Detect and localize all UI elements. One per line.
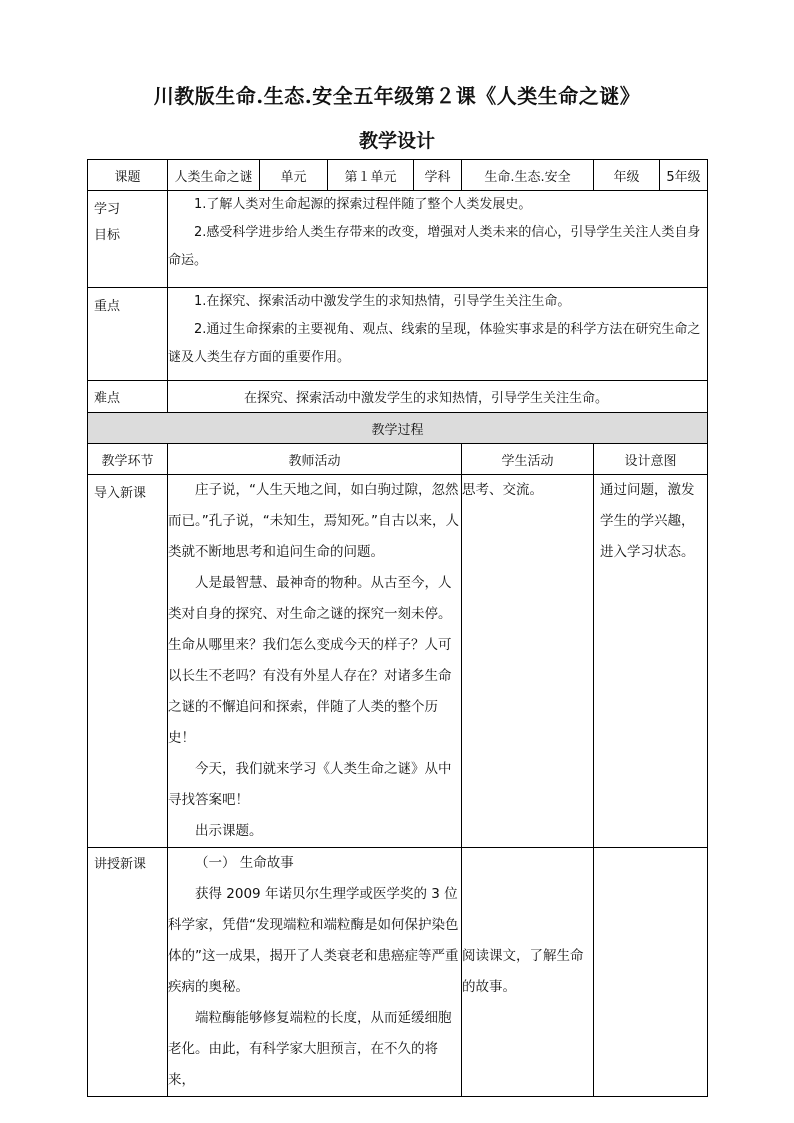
key-points-label-cell <box>88 288 168 381</box>
teacher-activity <box>168 848 462 1097</box>
key-points-row <box>88 288 708 381</box>
document-subtitle: 教学设计 <box>358 130 435 152</box>
grade-value: 5年级 <box>660 160 708 191</box>
goal-item: 2.感受科学进步给人类生存带来的改变，增强对人类未来的信心，引导学生关注人类自身命运。 <box>168 225 701 268</box>
teacher-paragraph: 端粒酶能够修复端粒的长度，从而延缓细胞老化。由此，有科学家大胆预言，在不久的将来， <box>168 1010 452 1088</box>
col-teacher: 教师活动 <box>168 444 462 475</box>
process-title: 教学过程 <box>88 413 708 444</box>
student-activity <box>462 475 594 848</box>
key-points-label: 重点 <box>94 299 121 314</box>
difficulty-text: 在探究、探索活动中激发学生的求知热情，引导学生关注生命。 <box>168 381 708 413</box>
topic-value: 人类生命之谜 <box>168 160 260 191</box>
stage-label: 导入新课 <box>94 486 147 501</box>
design-intent <box>594 848 708 1097</box>
stage-cell <box>88 475 168 848</box>
teacher-paragraph: 庄子说，“人生天地之间，如白驹过隙，忽然而已。”孔子说，“未知生，焉知死。”自古以来，人类就不断地思考和追问生命的问题。 <box>168 482 459 560</box>
teacher-paragraph: 人是最智慧、最神奇的物种。从古至今，人类对自身的探究、对生命之谜的探究一刻未停。生命从哪里来？我们怎么变成今天的样子？人可以长生不老吗？有没有外星人存在？对诸多生命之谜的不懈追问和探索，伴随了人类的整个历史！ <box>168 575 452 746</box>
student-activity <box>462 848 594 1097</box>
key-point-item: 1.在探究、探索活动中激发学生的求知热情，引导学生关注生命。 <box>194 294 571 309</box>
col-intent: 设计意图 <box>594 444 708 475</box>
teacher-paragraph: 获得 2009 年诺贝尔生理学或医学奖的 3 位科学家，凭借“发现端粒和端粒酶是如何保护染色体的”这一成果，揭开了人类衰老和患癌症等严重疾病的奥秘。 <box>168 886 459 995</box>
subject-value: 生命.生态.安全 <box>462 160 594 191</box>
goals-row <box>88 191 708 288</box>
document-title: 川教版生命.生态.安全五年级第２课《人类生命之谜》 <box>153 84 641 108</box>
table-row <box>88 475 708 848</box>
grade-label: 年级 <box>594 160 660 191</box>
student-text: 阅读课文，了解生命的故事。 <box>462 948 584 995</box>
table-row <box>88 848 708 1097</box>
design-intent <box>594 475 708 848</box>
subject-label: 学科 <box>414 160 462 191</box>
stage-label: 讲授新课 <box>94 857 147 872</box>
goals-label: 学习目标 <box>94 202 121 243</box>
col-stage: 教学环节 <box>88 444 168 475</box>
student-text: 思考、交流。 <box>462 482 543 498</box>
difficulty-label: 难点 <box>88 381 168 413</box>
header-row <box>88 160 708 191</box>
teacher-activity <box>168 475 462 848</box>
teacher-paragraph: 今天，我们就来学习《人类生命之谜》从中寻找答案吧！ <box>168 761 452 808</box>
lesson-plan-table <box>87 159 708 1097</box>
col-student: 学生活动 <box>462 444 594 475</box>
topic-label: 课题 <box>88 160 168 191</box>
unit-label: 单元 <box>260 160 328 191</box>
key-points-content <box>168 288 708 381</box>
teacher-paragraph: 出示课题。 <box>195 823 263 839</box>
stage-cell <box>88 848 168 1097</box>
process-title-row <box>88 413 708 444</box>
section-heading: （一） 生命故事 <box>195 855 294 871</box>
process-header-row <box>88 444 708 475</box>
unit-value: 第１单元 <box>328 160 414 191</box>
intent-text: 通过问题，激发学生的学兴趣，进入学习状态。 <box>600 482 695 560</box>
goal-item: 1.了解人类对生命起源的探索过程伴随了整个人类发展史。 <box>194 197 532 212</box>
goals-content <box>168 191 708 288</box>
goals-label-cell <box>88 191 168 288</box>
key-point-item: 2.通过生命探索的主要视角、观点、线索的呈现，体验实事求是的科学方法在研究生命之谜及人类生存方面的重要作用。 <box>168 322 701 365</box>
difficulty-row <box>88 381 708 413</box>
